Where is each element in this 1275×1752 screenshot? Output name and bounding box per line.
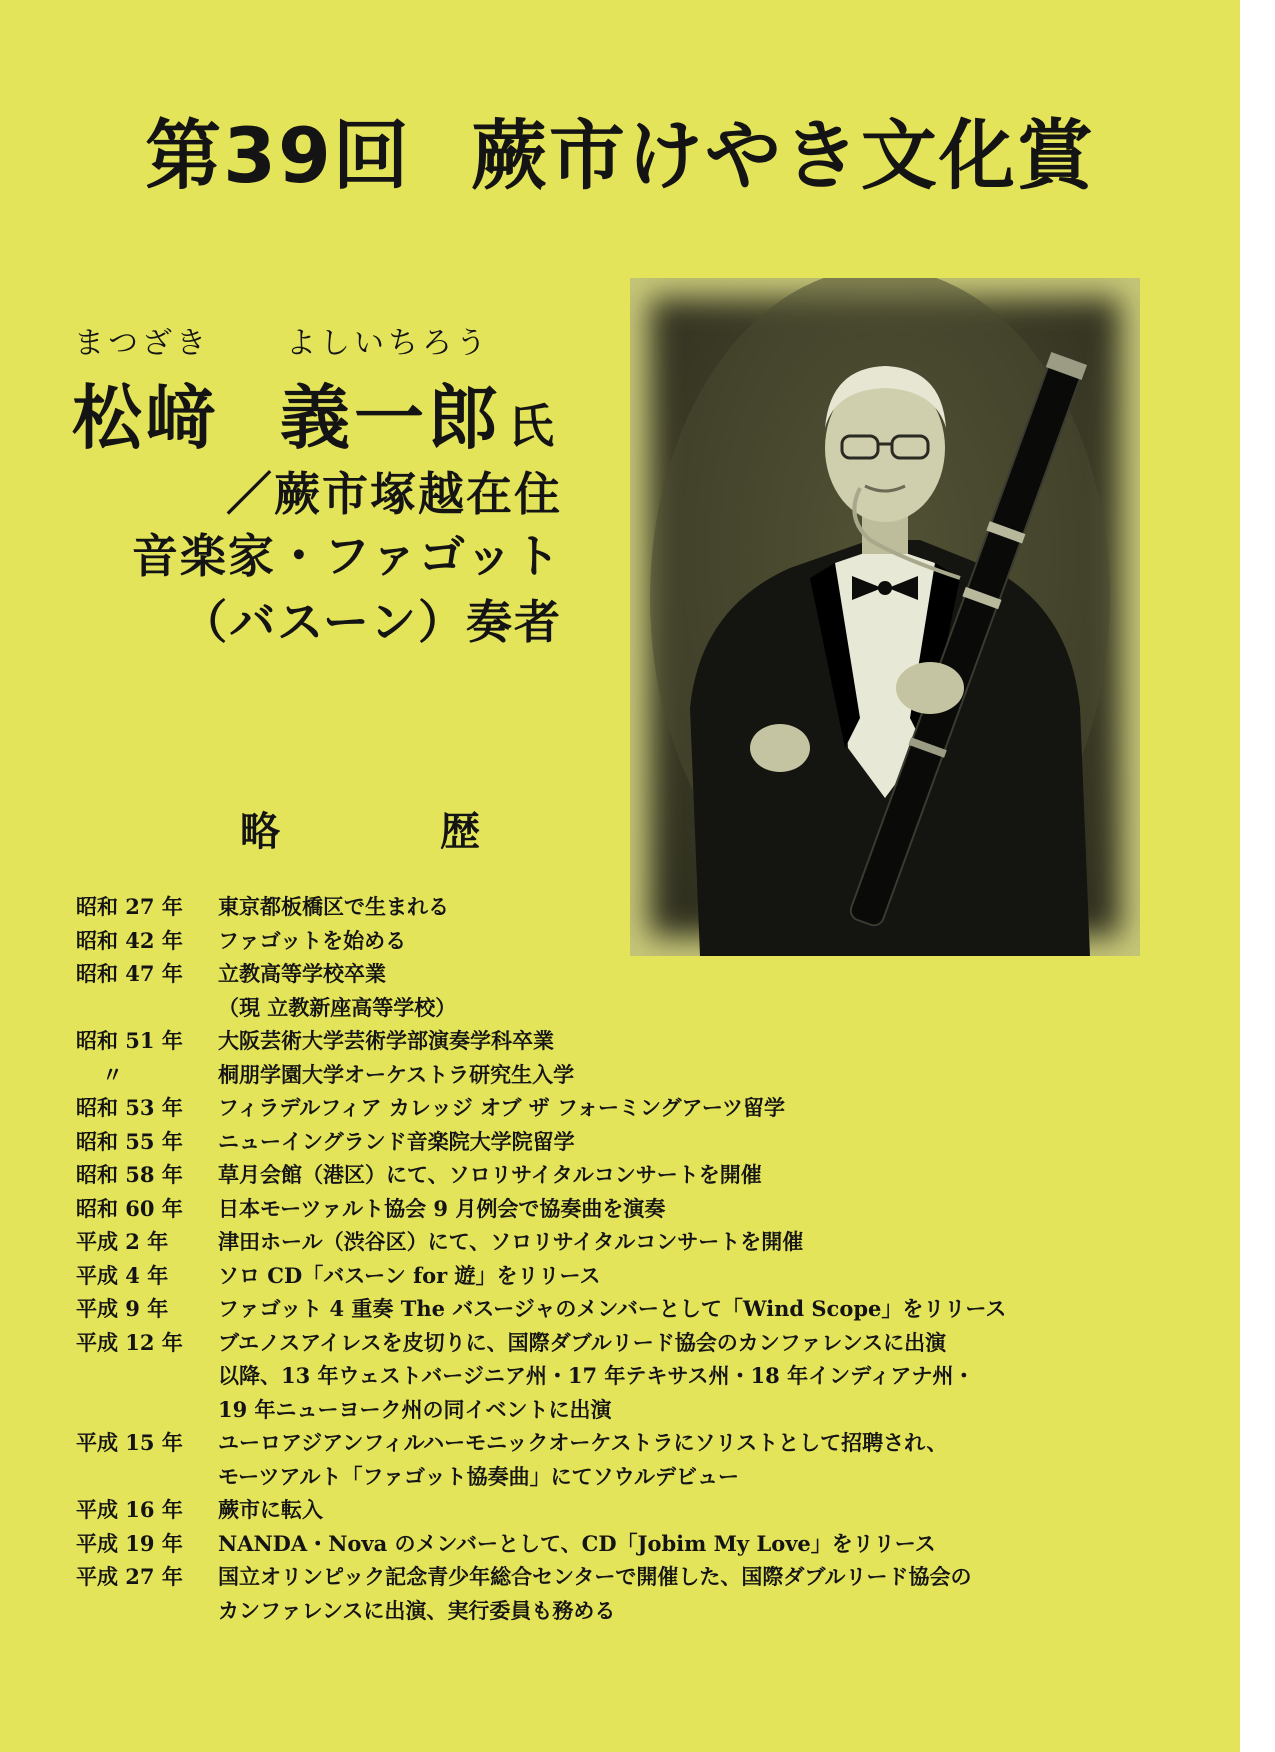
history-era: 平成 12 年 [76, 1329, 183, 1355]
history-row [76, 890, 1076, 924]
history-event-line: 大阪芸術大学芸術学部演奏学科卒業 [218, 1028, 554, 1053]
history-row [76, 1493, 1076, 1527]
history-era: 昭和 27 年 [76, 894, 183, 919]
history-event [218, 1158, 1076, 1192]
profession-line-1: 音楽家・ファゴット [131, 529, 562, 583]
history-timeline [76, 890, 1076, 1627]
history-row [76, 1158, 1076, 1192]
history-event-line: 19 年ニューヨーク州の同イベントに出演 [218, 1396, 612, 1422]
history-event-line: ブエノスアイレスを皮切りに、国際ダブルリード協会のカンファレンスに出演 [218, 1329, 947, 1355]
history-event [218, 1225, 1076, 1259]
history-row [76, 1125, 1076, 1159]
award-title [0, 95, 1240, 204]
history-event-line: ソロ CD「バスーン for 遊」をリリース [218, 1262, 601, 1288]
history-event [218, 1493, 1076, 1527]
history-event-line: 草月会館（港区）にて、ソロリサイタルコンサートを開催 [218, 1162, 762, 1187]
history-event-line: NANDA・Nova のメンバーとして、CD「Jobim My Love」をリリース [218, 1530, 936, 1556]
history-event-line: モーツアルト「ファゴット協奏曲」にてソウルデビュー [218, 1463, 740, 1489]
history-row [76, 1058, 1076, 1092]
history-event-line: 日本モーツァルト協会 9 月例会で協奏曲を演奏 [218, 1195, 666, 1221]
given-name: 義一郎 [280, 376, 502, 459]
history-era: 昭和 58 年 [76, 1162, 183, 1187]
award-name: 蕨市けやき文化賞 [470, 111, 1095, 200]
history-event-line: （現 立教新座高等学校） [218, 994, 457, 1020]
history-era: 昭和 47 年 [76, 961, 183, 986]
history-event [218, 1560, 1076, 1627]
history-event-line: ファゴットを始める [218, 927, 407, 953]
history-row [76, 1024, 1076, 1058]
residence: ／蕨市塚越在住 [226, 467, 562, 521]
history-row [76, 957, 1076, 1024]
portrait-illustration [630, 278, 1140, 956]
history-event [218, 1326, 1076, 1427]
history-event-line: 立教高等学校卒業 [218, 961, 386, 986]
history-era: 昭和 42 年 [76, 927, 183, 953]
history-row [76, 1560, 1076, 1627]
history-event [218, 957, 1076, 1024]
history-row [76, 1192, 1076, 1226]
history-era: 昭和 51 年 [76, 1028, 183, 1053]
history-era: 平成 27 年 [76, 1564, 183, 1589]
edition-label: 第39回 [145, 111, 411, 200]
history-event [218, 1426, 1076, 1493]
history-event-line: 以降、13 年ウェストバージニア州・17 年テキサス州・18 年インディアナ州・ [218, 1363, 975, 1388]
history-row [76, 1292, 1076, 1326]
history-event-line: 桐朋学園大学オーケストラ研究生入学 [218, 1061, 575, 1087]
history-era: 平成 4 年 [76, 1262, 169, 1288]
history-event-line: ファゴット 4 重奏 The バスージャのメンバーとして「Wind Scope」をリリース [218, 1296, 1007, 1321]
history-event [218, 1259, 1076, 1293]
history-event-line: ニューイングランド音楽院大学院留学 [218, 1128, 575, 1154]
history-event-line: 蕨市に転入 [218, 1497, 323, 1522]
furigana-given: よしいちろう [286, 326, 490, 361]
history-row [76, 1091, 1076, 1125]
history-event [218, 890, 1076, 924]
history-era: 平成 15 年 [76, 1430, 183, 1455]
history-heading: 略 歴 [240, 808, 540, 855]
history-row [76, 1426, 1076, 1493]
history-event [218, 1192, 1076, 1226]
history-era: 〃 [102, 1061, 123, 1087]
honorific: 氏 [508, 399, 558, 453]
history-era: 昭和 60 年 [76, 1195, 183, 1221]
history-event-line: 東京都板橋区で生まれる [218, 894, 449, 919]
history-era: 平成 2 年 [76, 1229, 169, 1254]
history-event [218, 1024, 1076, 1058]
family-name: 松﨑 [72, 376, 220, 459]
history-event [218, 1527, 1076, 1561]
history-event-line: カンファレンスに出演、実行委員も務める [218, 1597, 616, 1623]
history-event [218, 924, 1076, 958]
history-event [218, 1125, 1076, 1159]
history-row [76, 1326, 1076, 1427]
history-row [76, 1225, 1076, 1259]
history-event [218, 1058, 1076, 1092]
portrait-photo [630, 278, 1140, 956]
furigana-family: まつざき [74, 326, 210, 361]
recipient-name [72, 362, 558, 463]
history-event [218, 1091, 1076, 1125]
history-event [218, 1292, 1076, 1326]
history-row [76, 1527, 1076, 1561]
history-row [76, 924, 1076, 958]
profession-line-2: （バスーン）奏者 [181, 595, 562, 649]
history-era: 平成 16 年 [76, 1497, 183, 1522]
history-era: 平成 9 年 [76, 1296, 169, 1321]
history-event-line: ユーロアジアンフィルハーモニックオーケストラにソリストとして招聘され、 [218, 1430, 948, 1455]
history-era: 昭和 53 年 [76, 1095, 183, 1120]
history-event-line: 津田ホール（渋谷区）にて、ソロリサイタルコンサートを開催 [218, 1229, 804, 1254]
history-era: 平成 19 年 [76, 1530, 183, 1556]
history-row [76, 1259, 1076, 1293]
history-event-line: 国立オリンピック記念青少年総合センターで開催した、国際ダブルリード協会の [218, 1564, 972, 1589]
history-era: 昭和 55 年 [76, 1128, 183, 1154]
history-event-line: フィラデルフィア カレッジ オブ ザ フォーミングアーツ留学 [218, 1095, 786, 1120]
